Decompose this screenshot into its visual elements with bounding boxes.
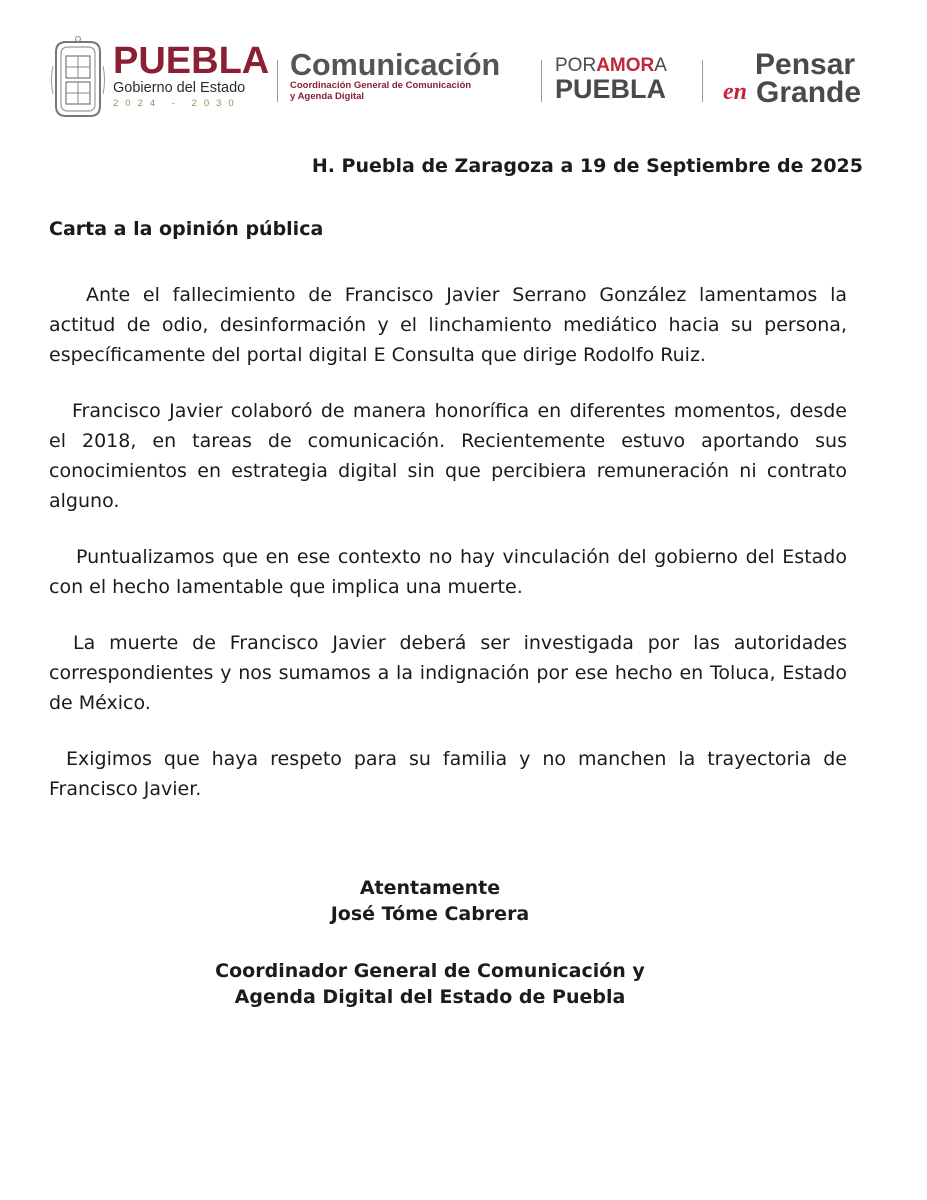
comunicacion-logo-sub-line2: y Agenda Digital — [290, 91, 365, 102]
header-divider — [702, 60, 703, 102]
por-amor-a-line — [555, 56, 667, 76]
por-amor-puebla-text: PUEBLA — [555, 74, 667, 104]
letter-body — [49, 280, 847, 830]
letter-paragraph: Francisco Javier colaboró de manera honorífica en diferentes momentos, desde el 2018, en tareas de comunicación. Recientemente estuvo aportando sus conocimientos en estrategia digital sin que percibiera remuneración ni contrato alguno. — [49, 400, 847, 512]
puebla-logo-subtitle: Gobierno del Estado — [113, 80, 246, 96]
pensar-en-grande-logo — [723, 50, 893, 110]
letter-paragraph: La muerte de Francisco Javier deberá ser investigada por las autoridades correspondientes y nos sumamos a la indignación por ese hecho en Toluca, Estado de México. — [49, 632, 847, 714]
por-text: POR — [555, 55, 597, 76]
signer-position-line2: Agenda Digital del Estado de Puebla — [234, 986, 626, 1008]
por-amor-a-puebla-logo — [555, 56, 667, 102]
header-divider — [277, 60, 278, 102]
signer-name: José Tóme Cabrera — [330, 903, 530, 925]
puebla-logo-years: 2024 - 2030 — [113, 98, 241, 109]
comunicacion-logo-sub-line1: Coordinación General de Comunicación — [290, 80, 472, 91]
letter-date: H. Puebla de Zaragoza a 19 de Septiembre de 2025 — [311, 155, 863, 177]
puebla-logo — [113, 40, 270, 109]
closing-salutation: Atentamente — [359, 877, 501, 899]
en-text: en — [723, 79, 747, 105]
letter-paragraph: Ante el fallecimiento de Francisco Javier Serrano González lamentamos la actitud de odio, desinformación y el linchamiento mediático hacia su persona, específicamente del portal digital E Consulta que dirige Rodolfo Ruiz. — [49, 284, 847, 366]
signer-position-line1: Coordinador General de Comunicación y — [215, 960, 645, 982]
signer-position — [0, 958, 860, 1010]
amor-text: AMOR — [596, 55, 655, 76]
letter-paragraph: Puntualizamos que en ese contexto no hay vinculación del gobierno del Estado con el hecho lamentable que implica una muerte. — [49, 546, 847, 598]
coat-of-arms-icon — [50, 36, 106, 122]
a-text: A — [654, 55, 667, 76]
letter-paragraph: Exigimos que haya respeto para su familia y no manchen la trayectoria de Francisco Javier. — [49, 748, 847, 800]
comunicacion-logo-title: Comunicación — [290, 48, 501, 82]
comunicacion-logo — [290, 50, 500, 102]
puebla-logo-title: PUEBLA — [113, 40, 270, 82]
signature-block — [0, 875, 860, 927]
letter-subject: Carta a la opinión pública — [49, 218, 324, 240]
header-divider — [541, 60, 542, 102]
grande-text: Grande — [756, 76, 862, 109]
letterhead — [0, 0, 927, 140]
pensar-text: Pensar — [755, 48, 856, 81]
